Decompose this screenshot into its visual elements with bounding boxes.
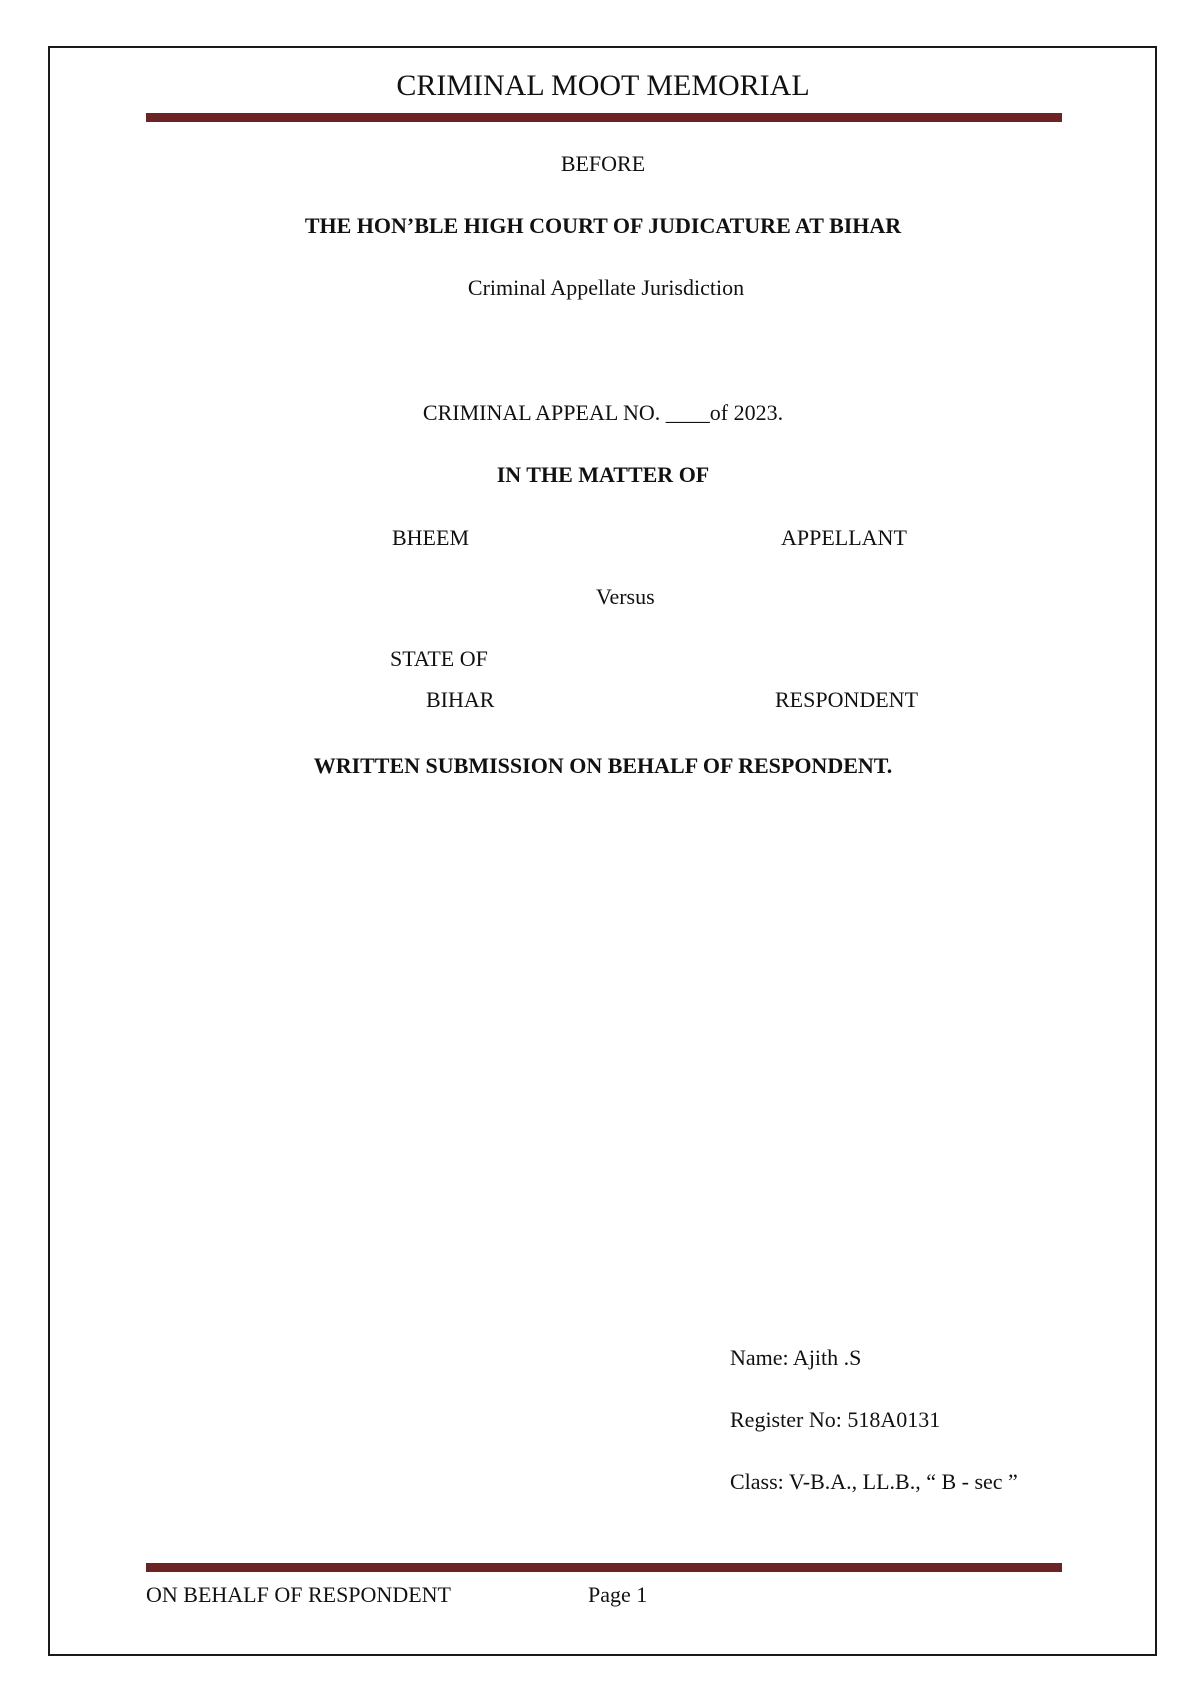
submission-title: WRITTEN SUBMISSION ON BEHALF OF RESPONDENT. [313, 753, 893, 778]
appellant-label: APPELLANT [781, 525, 907, 550]
respondent-name-line2: BIHAR [426, 687, 495, 712]
header-rule [146, 113, 1062, 122]
before-label: BEFORE [560, 151, 646, 176]
jurisdiction: Criminal Appellate Jurisdiction [467, 275, 745, 300]
appellant-name: BHEEM [392, 525, 469, 550]
student-name: Name: Ajith .S [730, 1345, 862, 1370]
footer-label: ON BEHALF OF RESPONDENT [146, 1582, 451, 1607]
respondent-name-line1: STATE OF [390, 646, 488, 671]
page-number: Page 1 [588, 1582, 648, 1607]
in-the-matter-heading: IN THE MATTER OF [496, 462, 710, 487]
student-register-no: Register No: 518A0131 [730, 1407, 941, 1432]
respondent-label: RESPONDENT [775, 687, 919, 712]
header-title: CRIMINAL MOOT MEMORIAL [396, 69, 810, 102]
versus-label: Versus [596, 584, 655, 609]
student-class: Class: V-B.A., LL.B., “ B - sec ” [730, 1469, 1018, 1494]
appeal-number: CRIMINAL APPEAL NO. ____of 2023. [422, 400, 784, 425]
court-name: THE HON’BLE HIGH COURT OF JUDICATURE AT BIHAR [304, 213, 902, 238]
footer-rule [146, 1563, 1062, 1572]
